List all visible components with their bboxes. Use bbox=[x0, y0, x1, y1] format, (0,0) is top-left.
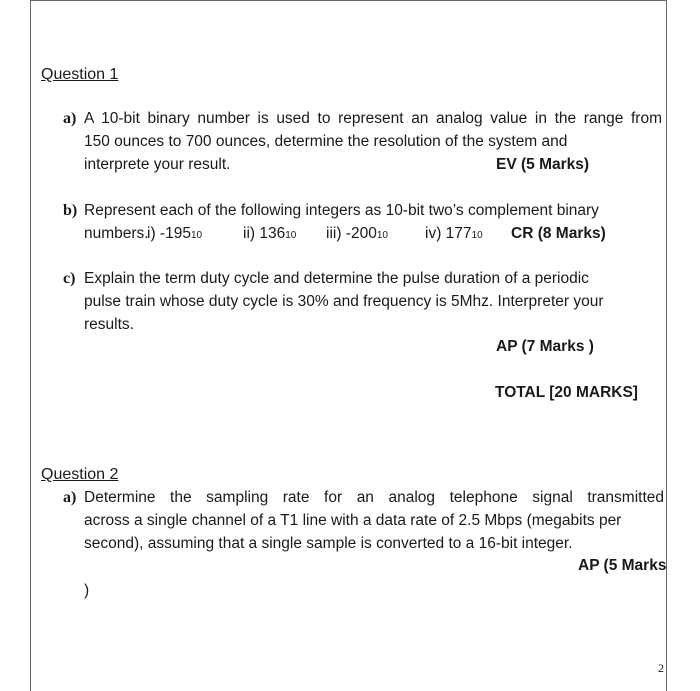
question-2-heading: Question 2 bbox=[41, 466, 119, 483]
q1b-line-1: Represent each of the following integers as 10-bit two’s complement binary bbox=[84, 202, 599, 219]
q2a-marks: AP (5 Marks bbox=[578, 557, 667, 574]
q1b-label: b) bbox=[63, 202, 78, 219]
page-border-right bbox=[666, 0, 667, 691]
q2a-label: a) bbox=[63, 489, 77, 506]
q1c-line-1: Explain the term duty cycle and determine the pulse duration of a periodic bbox=[84, 270, 589, 287]
q1a-line-3: interprete your result. bbox=[84, 156, 231, 173]
q1b-item-1: i) -19510 bbox=[147, 225, 203, 242]
q1a-label: a) bbox=[63, 110, 77, 127]
q1-total: TOTAL [20 MARKS] bbox=[495, 384, 638, 401]
page-number: 2 bbox=[658, 661, 664, 675]
q1c-line-3: results. bbox=[84, 316, 134, 333]
q1a-line-2: 150 ounces to 700 ounces, determine the resolution of the system and bbox=[84, 133, 568, 150]
page-border-left bbox=[30, 0, 31, 691]
q1b-marks: CR (8 Marks) bbox=[511, 225, 606, 242]
q2a-line-3: second), assuming that a single sample is converted to a 16-bit integer. bbox=[84, 535, 573, 552]
q1b-item-2: ii) 13610 bbox=[243, 225, 297, 242]
q2a-line-1: Determine the sampling rate for an analog telephone signal transmitted bbox=[84, 489, 664, 506]
q1c-line-2: pulse train whose duty cycle is 30% and frequency is 5Mhz. Interpreter your bbox=[84, 293, 604, 310]
q1a-marks: EV (5 Marks) bbox=[496, 156, 590, 173]
question-1-heading: Question 1 bbox=[41, 66, 119, 83]
q1b-item-4: iv) 17710 bbox=[425, 225, 483, 242]
q1b-item-3: iii) -20010 bbox=[326, 225, 388, 242]
q1c-label: c) bbox=[63, 270, 76, 287]
q1b-intro: numbers. bbox=[84, 225, 149, 242]
q1a-line-1: A 10-bit binary number is used to represent an analog value in the range from bbox=[84, 110, 662, 127]
q1c-marks: AP (7 Marks ) bbox=[496, 338, 594, 355]
page-border-top bbox=[30, 0, 667, 1]
q2a-line-2: across a single channel of a T1 line with a data rate of 2.5 Mbps (megabits per bbox=[84, 512, 622, 529]
q2a-stray-paren: ) bbox=[84, 582, 90, 599]
